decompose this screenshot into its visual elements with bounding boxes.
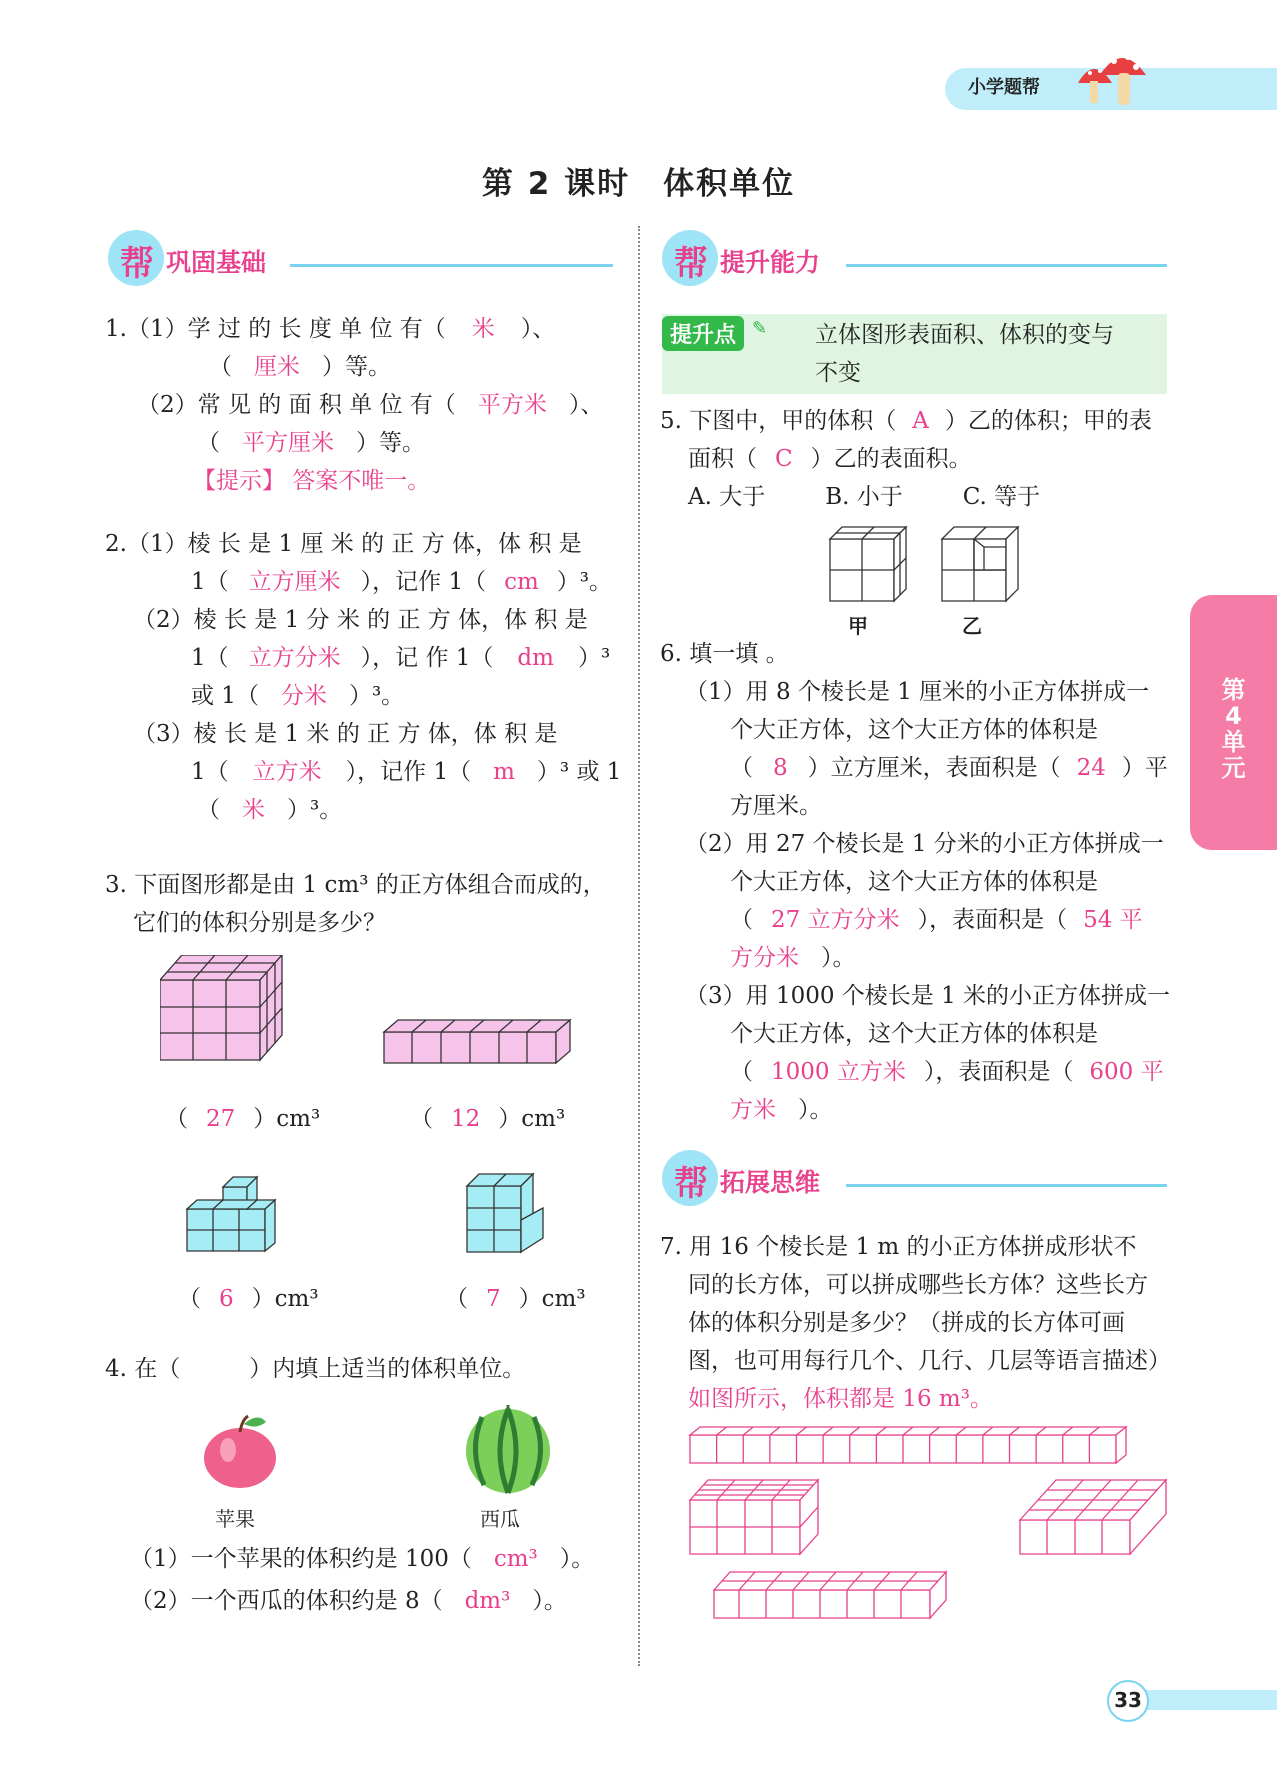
cuboid-8x2x1	[712, 1570, 952, 1622]
answer-figure-7: （ 7 ）cm³	[445, 1286, 586, 1312]
question-7: 7. 用 16 个棱长是 1 m 的小正方体拼成形状不 同的长方体，可以拼成哪些长方体？这些长方 体的体积分别是多少？（拼成的长方体可画 图，也可用每行几个、几行、几层等语言描述） 如图所示，体积都是 16 m³。	[660, 1234, 1171, 1412]
page-number: 33	[1114, 1688, 1142, 1712]
section-header-improve: 帮 提升能力	[662, 230, 1167, 286]
question-6: 6. 填一填 。 （1）用 8 个棱长是 1 厘米的小正方体拼成一 个大正方体，这个大正方体的体积是 （ 8 ）立方厘米，表面积是（ 24 ）平 方厘米。 （2）用 27 个棱长是 1 分米的小正方体拼成一 个大正方体，这个大正方体的体积是 （ 27 立方分米 ），表面积是（ 54 平 方分米 ）。 （3）用 1000 个棱长是 1 米的小正方体拼成一 个大正方体，这个大正方体的体积是 （ 1000 立方米 ），表面积是（ 600 平 方米 ）。	[660, 641, 1171, 1123]
question-5: 5. 下图中，甲的体积（ A ）乙的体积；甲的表 面积（ C ）乙的表面积。 A. 大于 B. 小于 C. 等于	[660, 408, 1152, 510]
question-3: 3. 下面图形都是由 1 cm³ 的正方体组合而成的， 它们的体积分别是多少？	[105, 872, 606, 936]
cube-jia	[828, 525, 913, 605]
section-header-basics: 帮 巩固基础	[108, 230, 613, 286]
column-divider	[638, 226, 640, 1666]
cube-figure-7	[465, 1172, 550, 1257]
point-tag: 提升点	[662, 316, 744, 351]
point-text: 立体图形表面积、体积的变与 不变	[815, 322, 1114, 386]
section-header-extend: 帮 拓展思维	[662, 1150, 1167, 1206]
mushroom-icon	[1070, 45, 1150, 115]
unit-side-tab: 第 4 单 元	[1190, 595, 1277, 850]
answer-figure-27: （ 27 ）cm³	[165, 1106, 321, 1132]
answer-figure-6: （ 6 ）cm³	[178, 1286, 319, 1312]
cuboid-16x1x1	[688, 1425, 1133, 1467]
apple-label: 苹果	[215, 1507, 255, 1531]
answer-figure-12: （ 12 ）cm³	[410, 1106, 566, 1132]
pencil-icon: ✎	[752, 318, 768, 339]
question-1: 1.（1）学 过 的 长 度 单 位 有（ 米 ）、 （ 厘米 ）等。 （2）常 见 的 面 积 单 位 有（ 平方米 ）、 （ 平方厘米 ）等。 【提示】 答案不唯一。	[105, 316, 604, 494]
watermelon-label: 西瓜	[480, 1507, 520, 1531]
question-4: 4. 在（ ）内填上适当的体积单位。	[105, 1356, 526, 1382]
cuboid-4x2x2	[1018, 1478, 1168, 1558]
question-2: 2.（1）棱 长 是 1 厘 米 的 正 方 体，体 积 是 1（ 立方厘米 ），记作 1（ cm ）³。 （2）棱 长 是 1 分 米 的 正 方 体，体 积 是 1（ 立方分米 ），记 作 1（ dm ）³ 或 1（ 分米 ）³。 （3）棱 长 是 1 米 的 正 方 体，体 积 是 1（ 立方米 ），记作 1（ m ）³ 或 1 （ 米 ）³。	[105, 531, 622, 823]
cube-yi	[940, 525, 1025, 605]
cube-figure-12	[382, 1018, 582, 1073]
apple-image	[200, 1410, 280, 1490]
label-jia: 甲	[848, 614, 868, 638]
label-yi: 乙	[962, 614, 982, 638]
watermelon-image	[462, 1405, 554, 1495]
cuboid-4x4x1	[688, 1478, 823, 1558]
cube-figure-6	[185, 1175, 300, 1255]
brand-label: 小学题帮	[968, 77, 1040, 98]
question-4-parts: （1）一个苹果的体积约是 100（ cm³ ）。 （2）一个西瓜的体积约是 8（ dm³ ）。	[130, 1546, 595, 1614]
cube-figure-27	[160, 955, 290, 1065]
page-title: 第 2 课时 体积单位	[481, 166, 796, 202]
